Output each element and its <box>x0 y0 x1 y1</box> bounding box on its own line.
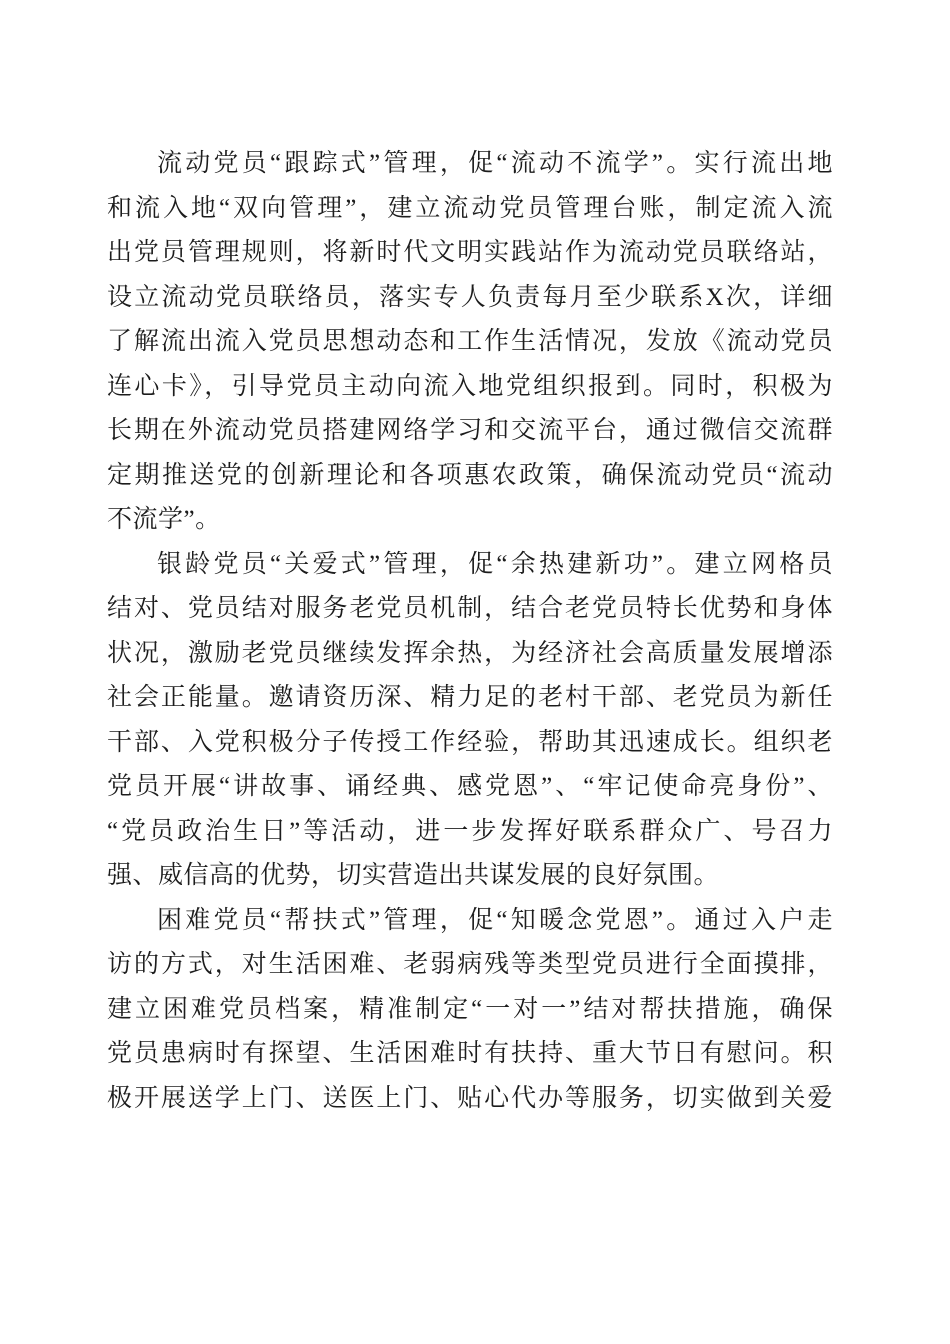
text-line: 不流学”。 <box>107 506 221 533</box>
text-line: 党员开展“讲故事、诵经典、感党恩”、“牢记使命亮身份”、 <box>107 773 833 800</box>
text-line: 党员患病时有探望、生活困难时有扶持、重大节日有慰问。积 <box>107 1040 833 1067</box>
text-line: 结对、党员结对服务老党员机制，结合老党员特长优势和身体 <box>107 595 833 622</box>
text-line: 访的方式，对生活困难、老弱病残等类型党员进行全面摸排， <box>107 951 833 978</box>
text-line: 出党员管理规则，将新时代文明实践站作为流动党员联络站， <box>107 239 833 266</box>
paragraph-yinling-dangyuan <box>107 543 833 899</box>
text-line: 长期在外流动党员搭建网络学习和交流平台，通过微信交流群 <box>107 417 833 444</box>
text-line: 状况，激励老党员继续发挥余热，为经济社会高质量发展增添 <box>107 639 833 667</box>
text-line: 定期推送党的创新理论和各项惠农政策，确保流动党员“流动 <box>107 461 833 489</box>
text-line: 设立流动党员联络员，落实专人负责每月至少联系X次，详细 <box>107 283 833 311</box>
text-line: 极开展送学上门、送医上门、贴心代办等服务，切实做到关爱 <box>107 1084 833 1112</box>
document-body-text <box>107 142 833 1121</box>
text-line: “党员政治生日”等活动，进一步发挥好联系群众广、号召力 <box>107 817 833 845</box>
text-line: 银龄党员“关爱式”管理，促“余热建新功”。建立网格员 <box>157 550 833 578</box>
text-line: 建立困难党员档案，精准制定“一对一”结对帮扶措施，确保 <box>107 995 833 1023</box>
text-line: 流动党员“跟踪式”管理，促“流动不流学”。实行流出地 <box>157 150 833 177</box>
text-line: 干部、入党积极分子传授工作经验，帮助其迅速成长。组织老 <box>107 728 833 756</box>
text-line: 强、威信高的优势，切实营造出共谋发展的良好氛围。 <box>107 862 720 889</box>
paragraph-kunnan-dangyuan <box>107 899 833 1122</box>
text-line: 困难党员“帮扶式”管理，促“知暖念党恩”。通过入户走 <box>157 906 833 934</box>
text-line: 连心卡》，引导党员主动向流入地党组织报到。同时，积极为 <box>107 372 833 400</box>
text-line: 社会正能量。邀请资历深、精力足的老村干部、老党员为新任 <box>107 684 833 711</box>
paragraph-liudong-dangyuan <box>107 142 833 543</box>
text-line: 和流入地“双向管理”，建立流动党员管理台账，制定流入流 <box>107 194 833 222</box>
text-line: 了解流出流入党员思想动态和工作生活情况，发放《流动党员 <box>107 328 833 355</box>
